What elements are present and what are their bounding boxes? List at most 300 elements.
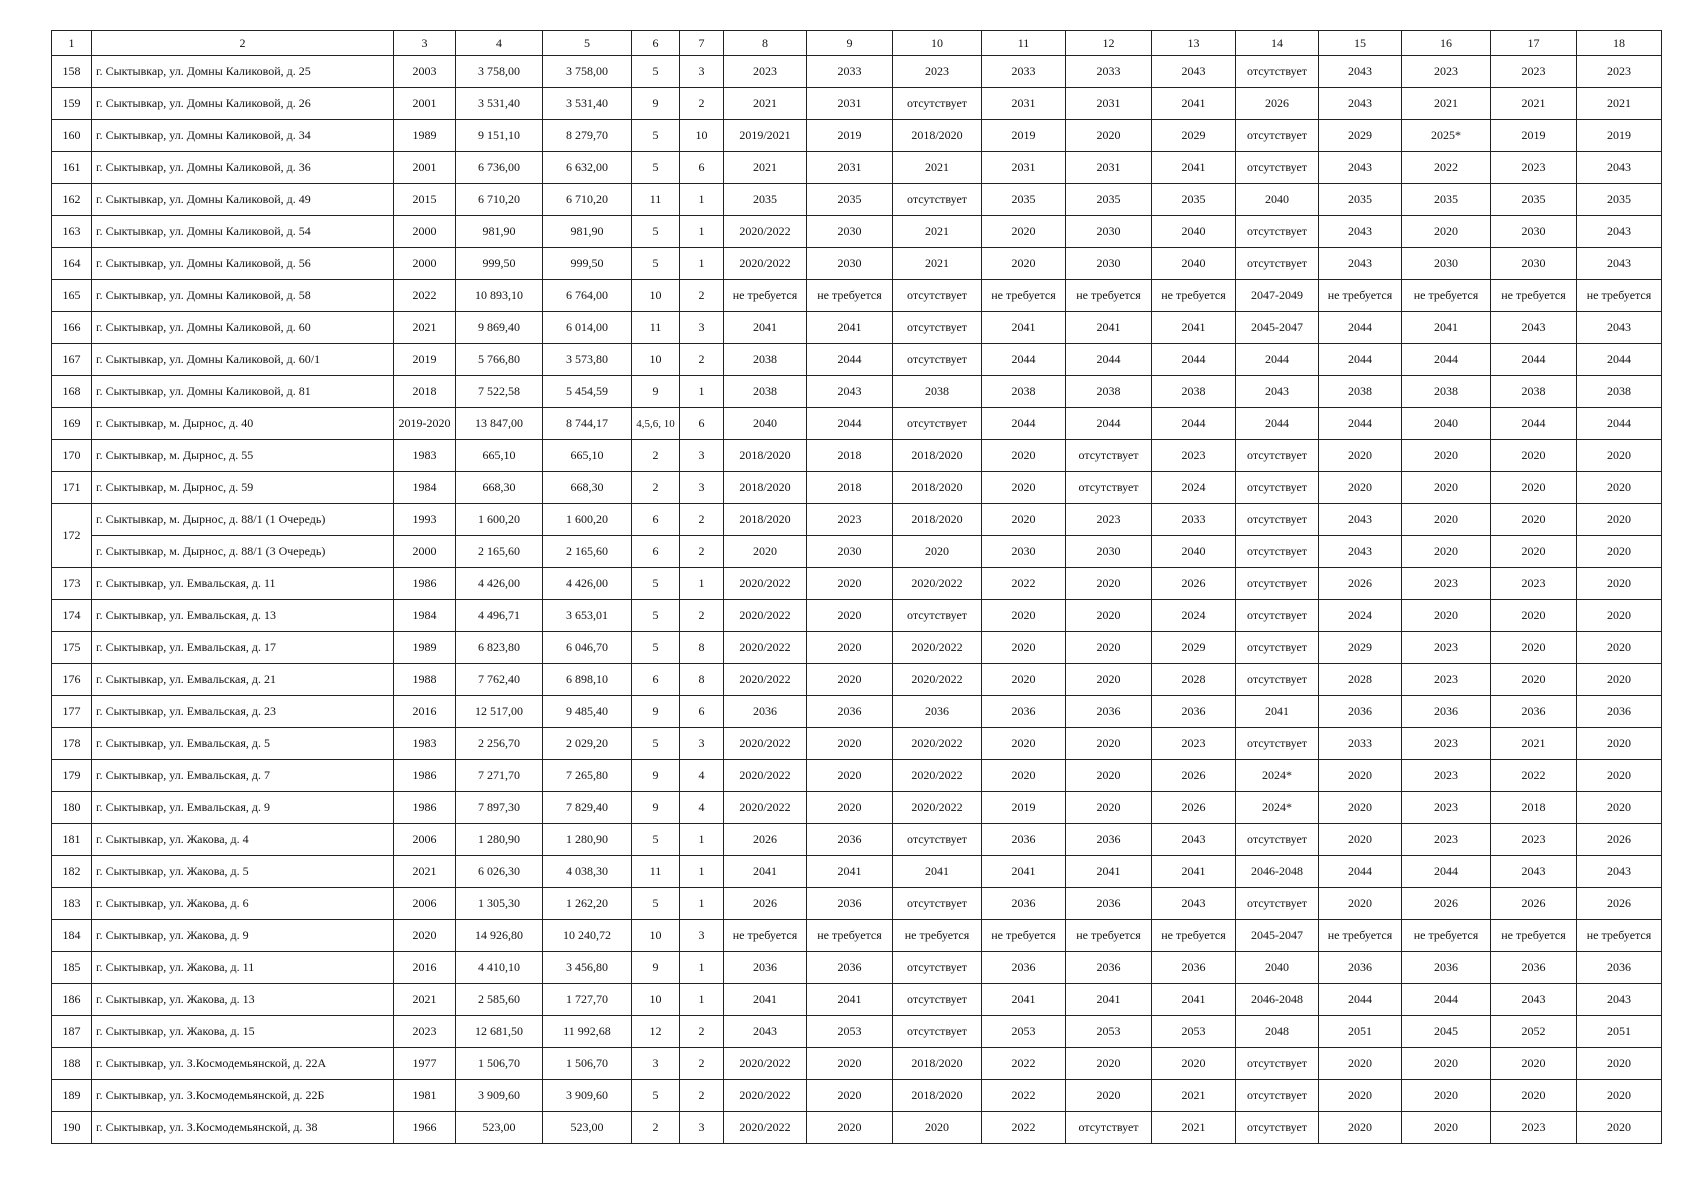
- table-cell: 9: [632, 792, 680, 824]
- table-cell: 5: [632, 888, 680, 920]
- table-cell: 2020: [1577, 504, 1662, 536]
- table-cell: 2043: [1491, 856, 1577, 888]
- address-cell: г. Сыктывкар, ул. Емвальская, д. 7: [92, 760, 394, 792]
- table-cell: отсутствует: [1236, 568, 1319, 600]
- table-cell: 1: [680, 248, 724, 280]
- table-cell: 1: [680, 568, 724, 600]
- table-cell: 2 165,60: [456, 536, 543, 568]
- table-cell: 2045: [1402, 1016, 1491, 1048]
- table-cell: 2028: [1319, 664, 1402, 696]
- table-cell: 2020: [807, 568, 893, 600]
- table-cell: 2022: [982, 1080, 1066, 1112]
- table-cell: 3: [680, 1112, 724, 1144]
- table-row: [52, 184, 1662, 216]
- table-cell: 2030: [807, 536, 893, 568]
- table-cell: 2041: [807, 312, 893, 344]
- table-cell: не требуется: [1066, 280, 1152, 312]
- table-cell: 2035: [1319, 184, 1402, 216]
- table-cell: не требуется: [1152, 280, 1236, 312]
- table-cell: 2038: [1066, 376, 1152, 408]
- table-cell: 2020: [1319, 760, 1402, 792]
- table-cell: 2053: [1152, 1016, 1236, 1048]
- table-cell: 2041: [724, 856, 807, 888]
- table-cell: 2024*: [1236, 760, 1319, 792]
- table-cell: 2006: [394, 824, 456, 856]
- table-row: [52, 792, 1662, 824]
- table-cell: 2024: [1152, 600, 1236, 632]
- table-cell: 2047-2049: [1236, 280, 1319, 312]
- table-cell: 2020/2022: [893, 792, 982, 824]
- table-cell: 2043: [1152, 888, 1236, 920]
- table-cell: 2020: [1577, 1112, 1662, 1144]
- table-cell: отсутствует: [893, 88, 982, 120]
- table-cell: 2041: [1236, 696, 1319, 728]
- table-cell: 2043: [1577, 216, 1662, 248]
- table-cell: 2021: [394, 312, 456, 344]
- table-cell: 5 454,59: [543, 376, 632, 408]
- table-cell: 2023: [1491, 568, 1577, 600]
- table-cell: 2041: [1066, 856, 1152, 888]
- table-cell: 2020: [982, 632, 1066, 664]
- row-number-cell: 168: [52, 376, 92, 408]
- address-cell: г. Сыктывкар, ул. Емвальская, д. 13: [92, 600, 394, 632]
- table-cell: 2040: [1152, 248, 1236, 280]
- table-cell: 2036: [893, 696, 982, 728]
- table-cell: 1981: [394, 1080, 456, 1112]
- table-cell: 2029: [1319, 632, 1402, 664]
- table-cell: 5: [632, 600, 680, 632]
- column-number-header: 1: [52, 31, 92, 56]
- table-cell: 2030: [1066, 216, 1152, 248]
- table-cell: 2044: [1319, 856, 1402, 888]
- table-cell: 6 898,10: [543, 664, 632, 696]
- table-cell: отсутствует: [1236, 440, 1319, 472]
- table-cell: 1988: [394, 664, 456, 696]
- table-cell: 2044: [1152, 344, 1236, 376]
- table-cell: 2022: [982, 1112, 1066, 1144]
- row-number-cell: 177: [52, 696, 92, 728]
- table-cell: 2029: [1319, 120, 1402, 152]
- table-cell: 1: [680, 984, 724, 1016]
- table-cell: отсутствует: [1236, 120, 1319, 152]
- table-cell: 523,00: [456, 1112, 543, 1144]
- table-cell: 8: [680, 632, 724, 664]
- table-cell: 2036: [1319, 696, 1402, 728]
- table-row: [52, 88, 1662, 120]
- table-cell: 3 531,40: [543, 88, 632, 120]
- table-cell: 2020: [982, 440, 1066, 472]
- table-cell: отсутствует: [1236, 728, 1319, 760]
- table-cell: 1993: [394, 504, 456, 536]
- table-cell: 2: [680, 504, 724, 536]
- table-cell: 6 632,00: [543, 152, 632, 184]
- table-cell: 2020: [724, 536, 807, 568]
- table-cell: 668,30: [543, 472, 632, 504]
- table-cell: 2041: [1152, 984, 1236, 1016]
- table-row: [52, 1112, 1662, 1144]
- table-cell: 2021: [1491, 88, 1577, 120]
- table-cell: не требуется: [807, 920, 893, 952]
- table-cell: 3 758,00: [456, 56, 543, 88]
- table-cell: 2018/2020: [893, 504, 982, 536]
- address-cell: г. Сыктывкар, ул. З.Космодемьянской, д. 22А: [92, 1048, 394, 1080]
- table-cell: 2020: [1319, 792, 1402, 824]
- table-cell: отсутствует: [893, 1016, 982, 1048]
- table-cell: 6: [632, 664, 680, 696]
- table-row: [52, 984, 1662, 1016]
- table-cell: 2020: [1577, 632, 1662, 664]
- table-row: [52, 376, 1662, 408]
- table-cell: 2043: [1319, 248, 1402, 280]
- table-row: [52, 952, 1662, 984]
- table-cell: 1 305,30: [456, 888, 543, 920]
- table-cell: 2000: [394, 536, 456, 568]
- table-cell: отсутствует: [893, 408, 982, 440]
- table-cell: 2021: [893, 152, 982, 184]
- table-cell: 2020: [1577, 664, 1662, 696]
- column-number-header: 5: [543, 31, 632, 56]
- table-cell: отсутствует: [893, 344, 982, 376]
- table-cell: 2044: [1402, 856, 1491, 888]
- table-cell: 9 869,40: [456, 312, 543, 344]
- table-cell: 2020/2022: [724, 216, 807, 248]
- table-cell: 2020: [1066, 600, 1152, 632]
- table-cell: 2020/2022: [724, 728, 807, 760]
- address-cell: г. Сыктывкар, ул. Домны Каликовой, д. 49: [92, 184, 394, 216]
- table-cell: 1983: [394, 440, 456, 472]
- table-cell: 2044: [1577, 408, 1662, 440]
- table-cell: 2: [632, 472, 680, 504]
- table-cell: отсутствует: [1236, 536, 1319, 568]
- table-cell: 2030: [807, 248, 893, 280]
- table-cell: 2036: [982, 952, 1066, 984]
- table-cell: 2044: [1577, 344, 1662, 376]
- table-cell: 2026: [1491, 888, 1577, 920]
- table-cell: 2020: [1491, 600, 1577, 632]
- table-cell: 2030: [1066, 536, 1152, 568]
- row-number-cell: 188: [52, 1048, 92, 1080]
- table-cell: 2020: [1402, 440, 1491, 472]
- table-cell: 2038: [982, 376, 1066, 408]
- table-row: [52, 920, 1662, 952]
- table-cell: 1: [680, 184, 724, 216]
- table-cell: 2020/2022: [724, 632, 807, 664]
- table-cell: 2020/2022: [893, 568, 982, 600]
- table-cell: 2023: [1402, 56, 1491, 88]
- table-cell: 1986: [394, 792, 456, 824]
- table-cell: 1: [680, 888, 724, 920]
- table-cell: 2018/2020: [724, 472, 807, 504]
- table-cell: 2041: [807, 984, 893, 1016]
- row-number-cell: 173: [52, 568, 92, 600]
- table-cell: 2043: [1577, 984, 1662, 1016]
- table-cell: 2020: [1066, 760, 1152, 792]
- table-cell: 9 151,10: [456, 120, 543, 152]
- table-row: [52, 1048, 1662, 1080]
- table-cell: 2036: [982, 888, 1066, 920]
- row-number-cell: 163: [52, 216, 92, 248]
- table-cell: 2020: [807, 664, 893, 696]
- table-cell: 6 736,00: [456, 152, 543, 184]
- table-cell: 5: [632, 216, 680, 248]
- table-cell: 10: [632, 344, 680, 376]
- table-cell: 2020/2022: [724, 568, 807, 600]
- table-cell: 2044: [1066, 408, 1152, 440]
- table-row: [52, 856, 1662, 888]
- table-cell: 2046-2048: [1236, 856, 1319, 888]
- table-cell: 2041: [982, 856, 1066, 888]
- address-cell: г. Сыктывкар, ул. Емвальская, д. 23: [92, 696, 394, 728]
- table-cell: 2030: [1066, 248, 1152, 280]
- table-cell: 2020: [1491, 632, 1577, 664]
- table-cell: 2043: [1577, 312, 1662, 344]
- table-cell: 2 165,60: [543, 536, 632, 568]
- table-cell: 2053: [1066, 1016, 1152, 1048]
- address-cell: г. Сыктывкар, ул. Домны Каликовой, д. 36: [92, 152, 394, 184]
- table-row: [52, 280, 1662, 312]
- table-row: [52, 1016, 1662, 1048]
- row-number-cell: 175: [52, 632, 92, 664]
- table-cell: 5: [632, 248, 680, 280]
- table-cell: отсутствует: [893, 600, 982, 632]
- table-cell: 2038: [1152, 376, 1236, 408]
- table-cell: 2: [680, 536, 724, 568]
- table-cell: 2003: [394, 56, 456, 88]
- table-cell: 2033: [807, 56, 893, 88]
- table-cell: 2035: [1577, 184, 1662, 216]
- table-cell: 2020: [982, 760, 1066, 792]
- table-cell: 2030: [1402, 248, 1491, 280]
- column-number-header: 12: [1066, 31, 1152, 56]
- table-cell: 2040: [724, 408, 807, 440]
- table-cell: 2030: [1491, 248, 1577, 280]
- table-cell: 1 506,70: [543, 1048, 632, 1080]
- table-cell: 10: [632, 280, 680, 312]
- table-cell: 2040: [1152, 216, 1236, 248]
- table-cell: 2043: [1491, 312, 1577, 344]
- table-cell: 2041: [982, 984, 1066, 1016]
- table-cell: 6 823,80: [456, 632, 543, 664]
- table-cell: 2043: [1319, 536, 1402, 568]
- table-cell: 10 240,72: [543, 920, 632, 952]
- table-cell: 2018/2020: [893, 1080, 982, 1112]
- table-cell: 2036: [807, 824, 893, 856]
- table-cell: отсутствует: [893, 280, 982, 312]
- table-cell: 2018/2020: [893, 1048, 982, 1080]
- table-row: [52, 120, 1662, 152]
- table-cell: отсутствует: [1236, 248, 1319, 280]
- column-number-header: 16: [1402, 31, 1491, 56]
- table-cell: отсутствует: [1236, 152, 1319, 184]
- table-cell: 2020: [1577, 472, 1662, 504]
- table-cell: 6: [680, 408, 724, 440]
- row-number-cell: 183: [52, 888, 92, 920]
- table-cell: 2020/2022: [724, 1112, 807, 1144]
- row-number-cell: 180: [52, 792, 92, 824]
- table-cell: 2: [680, 88, 724, 120]
- table-cell: отсутствует: [1236, 1080, 1319, 1112]
- table-row: [52, 632, 1662, 664]
- address-cell: г. Сыктывкар, ул. Домны Каликовой, д. 81: [92, 376, 394, 408]
- table-cell: 2041: [982, 312, 1066, 344]
- row-number-cell: 171: [52, 472, 92, 504]
- table-cell: 2020: [1402, 216, 1491, 248]
- table-cell: 2: [680, 280, 724, 312]
- table-cell: не требуется: [807, 280, 893, 312]
- row-number-cell: 176: [52, 664, 92, 696]
- table-cell: 2044: [1491, 344, 1577, 376]
- table-cell: 4 426,00: [456, 568, 543, 600]
- table-cell: 3: [680, 920, 724, 952]
- table-cell: 2036: [1152, 952, 1236, 984]
- table-cell: 6 710,20: [543, 184, 632, 216]
- table-cell: 2038: [724, 344, 807, 376]
- table-cell: 2030: [1491, 216, 1577, 248]
- table-cell: не требуется: [1402, 280, 1491, 312]
- table-cell: 2020: [1491, 472, 1577, 504]
- table-cell: 2044: [1402, 984, 1491, 1016]
- table-cell: 1: [680, 856, 724, 888]
- table-row: [52, 664, 1662, 696]
- table-cell: 2020: [1066, 728, 1152, 760]
- table-cell: 13 847,00: [456, 408, 543, 440]
- address-cell: г. Сыктывкар, ул. Емвальская, д. 9: [92, 792, 394, 824]
- table-row: [52, 504, 1662, 536]
- table-cell: 3: [680, 472, 724, 504]
- table-cell: 10 893,10: [456, 280, 543, 312]
- table-row: [52, 440, 1662, 472]
- table-cell: 2031: [982, 152, 1066, 184]
- table-cell: 2041: [1066, 984, 1152, 1016]
- table-cell: 2043: [1577, 856, 1662, 888]
- table-cell: 2018/2020: [893, 440, 982, 472]
- table-cell: 3: [680, 440, 724, 472]
- table-cell: 2020: [1319, 472, 1402, 504]
- table-cell: 2022: [394, 280, 456, 312]
- table-cell: 2016: [394, 952, 456, 984]
- table-cell: 2021: [1491, 728, 1577, 760]
- table-cell: 2041: [724, 312, 807, 344]
- table-cell: 2020: [893, 536, 982, 568]
- table-cell: 2018: [807, 440, 893, 472]
- table-cell: 2020: [1402, 472, 1491, 504]
- table-cell: 2023: [394, 1016, 456, 1048]
- table-cell: 2020: [1319, 888, 1402, 920]
- table-cell: 2023: [1402, 664, 1491, 696]
- address-cell: г. Сыктывкар, м. Дырнос, д. 55: [92, 440, 394, 472]
- table-cell: 2026: [1319, 568, 1402, 600]
- table-cell: 668,30: [456, 472, 543, 504]
- table-cell: 2026: [1152, 568, 1236, 600]
- column-number-header: 10: [893, 31, 982, 56]
- table-cell: 4: [680, 792, 724, 824]
- table-cell: 2022: [982, 1048, 1066, 1080]
- table-cell: 2018/2020: [893, 472, 982, 504]
- table-cell: 2020: [807, 760, 893, 792]
- table-cell: 2044: [1066, 344, 1152, 376]
- table-cell: 3 909,60: [543, 1080, 632, 1112]
- table-cell: 2041: [1152, 312, 1236, 344]
- table-cell: 2020: [1402, 1112, 1491, 1144]
- table-cell: 2024: [1152, 472, 1236, 504]
- table-cell: 2 585,60: [456, 984, 543, 1016]
- address-cell: г. Сыктывкар, ул. Жакова, д. 5: [92, 856, 394, 888]
- table-row: [52, 152, 1662, 184]
- address-cell: г. Сыктывкар, ул. Жакова, д. 11: [92, 952, 394, 984]
- table-cell: не требуется: [982, 920, 1066, 952]
- table-cell: 2020: [1402, 504, 1491, 536]
- table-cell: 6: [680, 696, 724, 728]
- table-cell: 2015: [394, 184, 456, 216]
- table-cell: 2020/2022: [724, 600, 807, 632]
- table-cell: 2041: [893, 856, 982, 888]
- table-cell: 2023: [1491, 152, 1577, 184]
- table-cell: 4 496,71: [456, 600, 543, 632]
- table-cell: 1986: [394, 760, 456, 792]
- table-cell: 9: [632, 760, 680, 792]
- table-cell: 1: [680, 824, 724, 856]
- table-cell: 2022: [982, 568, 1066, 600]
- table-cell: 2041: [1152, 856, 1236, 888]
- table-cell: 2036: [1066, 952, 1152, 984]
- table-cell: 2016: [394, 696, 456, 728]
- table-cell: 2038: [1402, 376, 1491, 408]
- table-cell: 2020: [1577, 600, 1662, 632]
- column-number-header: 18: [1577, 31, 1662, 56]
- table-cell: 2021: [1402, 88, 1491, 120]
- table-cell: 1977: [394, 1048, 456, 1080]
- table-cell: 2020: [1402, 1080, 1491, 1112]
- table-row: [52, 536, 1662, 568]
- table-cell: 1 600,20: [456, 504, 543, 536]
- table-cell: 2036: [807, 952, 893, 984]
- table-cell: 5: [632, 56, 680, 88]
- table-cell: 2023: [1152, 728, 1236, 760]
- table-cell: не требуется: [1577, 920, 1662, 952]
- table-cell: 2020: [807, 1080, 893, 1112]
- table-cell: 2051: [1319, 1016, 1402, 1048]
- table-cell: 2036: [724, 952, 807, 984]
- table-cell: 2020: [893, 1112, 982, 1144]
- address-cell: г. Сыктывкар, ул. З.Космодемьянской, д. 22Б: [92, 1080, 394, 1112]
- table-cell: 2051: [1577, 1016, 1662, 1048]
- table-cell: 2021: [893, 216, 982, 248]
- table-cell: 2020: [982, 216, 1066, 248]
- table-row: [52, 312, 1662, 344]
- table-cell: 1989: [394, 632, 456, 664]
- table-cell: 4: [680, 760, 724, 792]
- table-row: [52, 600, 1662, 632]
- column-number-header: 4: [456, 31, 543, 56]
- table-cell: отсутствует: [1236, 216, 1319, 248]
- table-cell: 2044: [1402, 344, 1491, 376]
- table-cell: 2020: [982, 472, 1066, 504]
- table-cell: 2038: [893, 376, 982, 408]
- table-cell: 2035: [1152, 184, 1236, 216]
- table-cell: 999,50: [456, 248, 543, 280]
- table-cell: отсутствует: [1236, 1048, 1319, 1080]
- table-row: [52, 344, 1662, 376]
- table-cell: 4 038,30: [543, 856, 632, 888]
- table-cell: 8: [680, 664, 724, 696]
- table-cell: 12 681,50: [456, 1016, 543, 1048]
- row-number-cell: 166: [52, 312, 92, 344]
- table-row: [52, 696, 1662, 728]
- table-cell: 3: [680, 312, 724, 344]
- table-cell: 2020: [807, 600, 893, 632]
- row-number-cell: 179: [52, 760, 92, 792]
- column-number-header: 8: [724, 31, 807, 56]
